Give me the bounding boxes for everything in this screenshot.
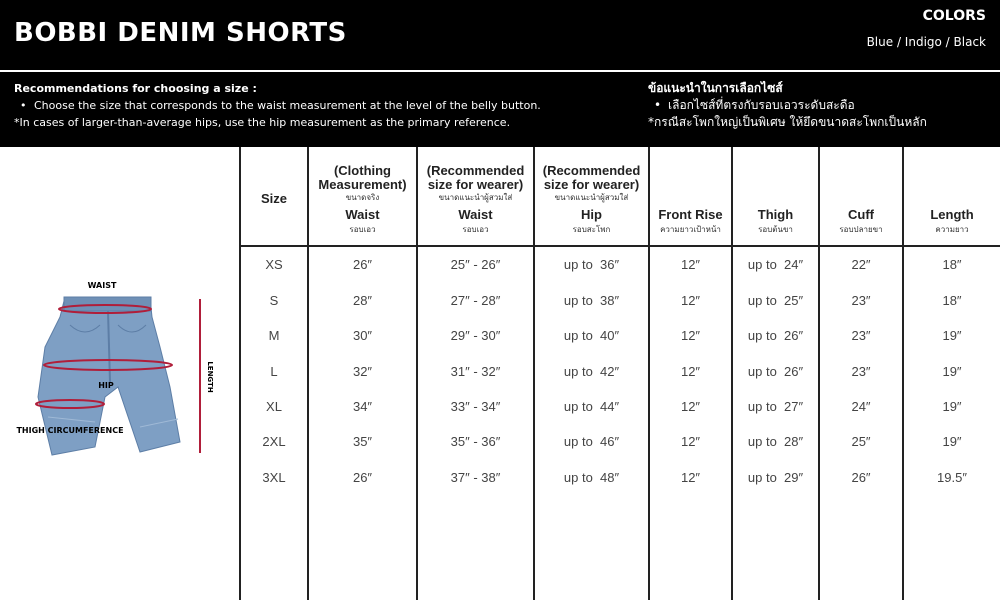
colors-heading: COLORS bbox=[922, 8, 986, 24]
table-cell: 22″ bbox=[851, 257, 871, 272]
table-cell: up to 29″ bbox=[747, 470, 804, 485]
column-header bbox=[535, 150, 648, 242]
table-cell: up to 26″ bbox=[747, 328, 804, 343]
recommendations-th-bullet: เลือกไซส์ที่ตรงกับรอบเอวระดับสะดือ bbox=[668, 98, 855, 112]
column-header bbox=[820, 150, 902, 242]
header-qualifier: (Recommended size for wearer) bbox=[426, 163, 525, 192]
table-cell: 19″ bbox=[942, 434, 962, 449]
header-label-thai: รอบเอว bbox=[462, 225, 489, 234]
table-cell: 19.5″ bbox=[937, 470, 967, 485]
header-qualifier: (Recommended size for wearer) bbox=[542, 163, 641, 192]
column-header bbox=[309, 150, 416, 242]
table-cell: up to 25″ bbox=[747, 293, 804, 308]
table-cell: 25″ bbox=[851, 434, 871, 449]
header-divider-line bbox=[240, 245, 1000, 247]
recommendations-en-bullet: Choose the size that corresponds to the waist measurement at the level of the belly button. bbox=[34, 99, 541, 112]
table-cell: 26″ bbox=[851, 470, 871, 485]
table-cell: 34″ bbox=[352, 399, 373, 414]
header-label: Thigh bbox=[757, 207, 794, 222]
table-cell: 18″ bbox=[942, 257, 962, 272]
table-cell: 12″ bbox=[680, 328, 701, 343]
table-cell: 32″ bbox=[352, 364, 373, 379]
column-header bbox=[418, 150, 533, 242]
table-cell: 18″ bbox=[942, 293, 962, 308]
table-cell: up to 27″ bbox=[747, 399, 804, 414]
table-cell: 27″ - 28″ bbox=[450, 293, 501, 308]
table-cell: 23″ bbox=[851, 364, 871, 379]
table-cell: 19″ bbox=[942, 364, 962, 379]
header-label: Hip bbox=[581, 207, 602, 222]
table-cell: up to 26″ bbox=[747, 364, 804, 379]
table-cell: 37″ - 38″ bbox=[450, 470, 501, 485]
recommendations-en: Recommendations for choosing a size : • Choose the size that corresponds to the waist measurement at the level of the belly button. *In cases of larger-than-average hips, use the hip measurement as the primary reference. bbox=[14, 80, 624, 131]
header-label: Front Rise bbox=[658, 207, 723, 222]
header-label-thai: ความยาวเป้าหน้า bbox=[660, 225, 721, 234]
recommendations-th-heading: ข้อแนะนำในการเลือกไซส์ bbox=[648, 81, 783, 95]
table-cell: 19″ bbox=[942, 328, 962, 343]
table-cell: 31″ - 32″ bbox=[450, 364, 501, 379]
table-cell: 30″ bbox=[352, 328, 373, 343]
table-cell: 29″ - 30″ bbox=[450, 328, 501, 343]
table-cell: 35″ - 36″ bbox=[450, 434, 501, 449]
hip-label: HIP bbox=[98, 381, 114, 390]
header-label-thai: รอบต้นขา bbox=[758, 225, 793, 234]
recommendations-th: ข้อแนะนำในการเลือกไซส์ • เลือกไซส์ที่ตรงกับรอบเอวระดับสะดือ *กรณีสะโพกใหญ่เป็นพิเศษ ให้ยึดขนาดสะโพกเป็นหลัก bbox=[648, 80, 993, 131]
table-cell: 12″ bbox=[680, 257, 701, 272]
header-qualifier-thai: ขนาดจริง bbox=[345, 193, 380, 202]
header-label-thai: ความยาว bbox=[935, 225, 969, 234]
recommendations-en-note: *In cases of larger-than-average hips, use the hip measurement as the primary reference. bbox=[14, 116, 511, 129]
header-label: Waist bbox=[345, 207, 380, 222]
table-cell: up to 28″ bbox=[747, 434, 804, 449]
table-cell: 19″ bbox=[942, 399, 962, 414]
table-cell: 28″ bbox=[352, 293, 373, 308]
table-cell: up to 36″ bbox=[563, 257, 620, 272]
table-cell: 26″ bbox=[352, 470, 373, 485]
table-cell: 12″ bbox=[680, 399, 701, 414]
table-cell: 12″ bbox=[680, 364, 701, 379]
table-cell: 35″ bbox=[352, 434, 373, 449]
header-qualifier-thai: ขนาดแนะนำผู้สวมใส่ bbox=[554, 193, 629, 202]
table-cell: 12″ bbox=[680, 470, 701, 485]
size-label: 3XL bbox=[262, 470, 286, 485]
size-label: M bbox=[268, 328, 280, 343]
size-label: XS bbox=[265, 257, 283, 272]
column-header bbox=[733, 150, 818, 242]
table-cell: up to 40″ bbox=[563, 328, 620, 343]
table-cell: 23″ bbox=[851, 328, 871, 343]
table-cell: 26″ bbox=[352, 257, 373, 272]
table-cell: up to 44″ bbox=[563, 399, 620, 414]
header-label-thai: รอบปลายขา bbox=[839, 225, 883, 234]
header-label: Cuff bbox=[848, 207, 874, 222]
size-label: 2XL bbox=[262, 434, 286, 449]
header-label: Waist bbox=[458, 207, 493, 222]
header-label: Length bbox=[930, 207, 974, 222]
header-bar bbox=[0, 0, 1000, 70]
product-title: BOBBI DENIM SHORTS bbox=[14, 18, 347, 48]
colors-values: Blue / Indigo / Black bbox=[866, 35, 986, 49]
table-cell: 24″ bbox=[851, 399, 871, 414]
header-label-thai: รอบเอว bbox=[349, 225, 376, 234]
recommendations-en-heading: Recommendations for choosing a size : bbox=[14, 82, 257, 95]
header-label-thai: รอบสะโพก bbox=[572, 225, 611, 234]
table-cell: up to 24″ bbox=[747, 257, 804, 272]
column-header bbox=[241, 150, 307, 245]
length-label: LENGTH bbox=[206, 361, 214, 393]
shorts-diagram bbox=[0, 147, 238, 600]
header-label: Size bbox=[260, 190, 287, 206]
size-label: S bbox=[269, 293, 279, 308]
waist-label: WAIST bbox=[87, 281, 117, 290]
table-cell: 33″ - 34″ bbox=[450, 399, 501, 414]
table-cell: up to 38″ bbox=[563, 293, 620, 308]
table-cell: 12″ bbox=[680, 293, 701, 308]
thigh-label bbox=[16, 426, 123, 435]
column-header bbox=[650, 150, 731, 242]
header-qualifier: (Clothing Measurement) bbox=[318, 163, 407, 192]
size-label: XL bbox=[266, 399, 282, 414]
table-cell: up to 48″ bbox=[563, 470, 620, 485]
header-qualifier-thai: ขนาดแนะนำผู้สวมใส่ bbox=[438, 193, 513, 202]
recommendations-th-note: *กรณีสะโพกใหญ่เป็นพิเศษ ให้ยึดขนาดสะโพกเป็นหลัก bbox=[648, 115, 927, 129]
size-label: L bbox=[270, 364, 278, 379]
thigh-label-text: THIGH CIRCUMFERENCE bbox=[16, 426, 124, 435]
table-cell: 25″ - 26″ bbox=[450, 257, 501, 272]
table-cell: up to 42″ bbox=[563, 364, 620, 379]
table-cell: up to 46″ bbox=[563, 434, 620, 449]
column-header bbox=[904, 150, 1000, 242]
table-cell: 23″ bbox=[851, 293, 871, 308]
table-cell: 12″ bbox=[680, 434, 701, 449]
recommendations-panel bbox=[0, 72, 1000, 147]
